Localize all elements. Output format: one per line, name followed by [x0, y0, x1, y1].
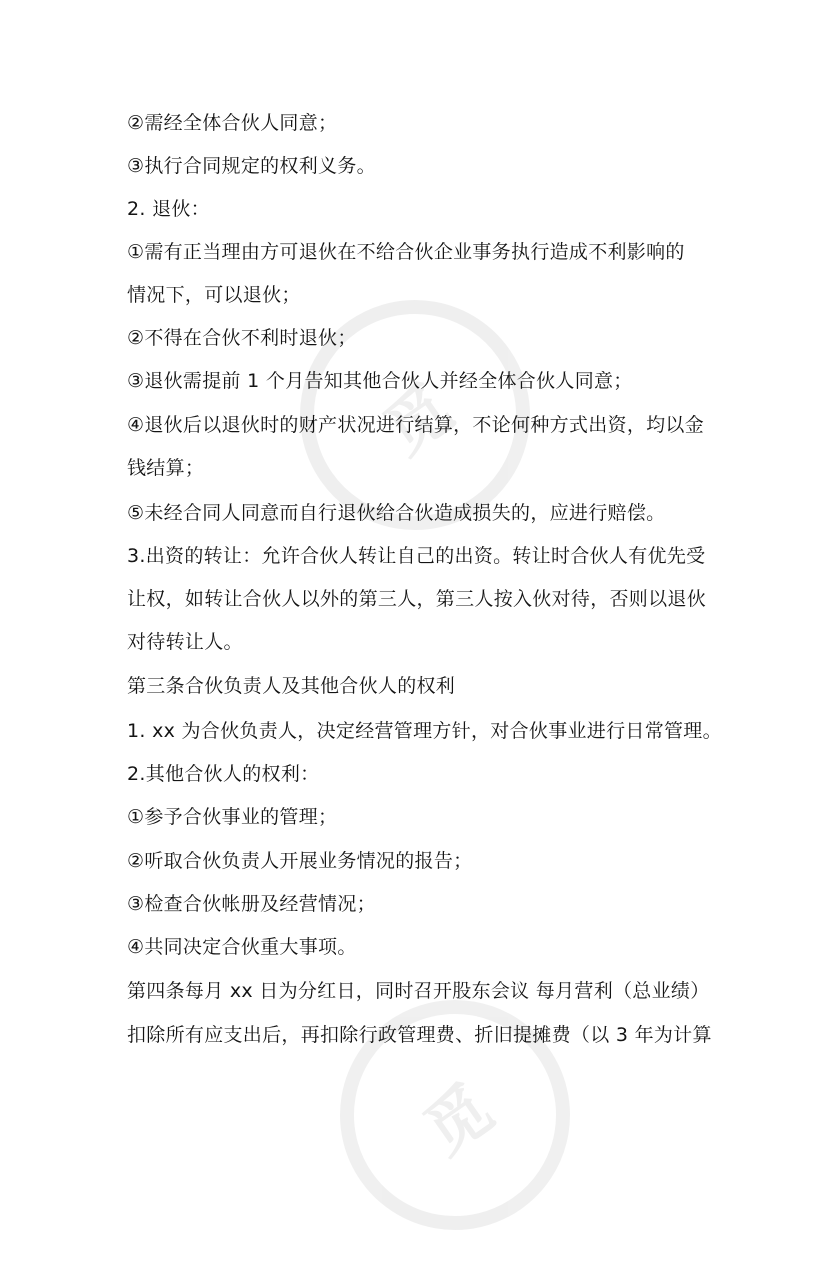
text-line: ②不得在合伙不利时退伙；: [127, 327, 357, 349]
article-heading: 第三条合伙负责人及其他合伙人的权利: [127, 675, 456, 697]
text-line: 钱结算；: [127, 457, 205, 479]
text-line: ④共同决定合伙重大事项。: [127, 936, 357, 958]
text-line: ④退伙后以退伙时的财产状况进行结算，不论何种方式出资，均以金: [127, 414, 705, 436]
text-line: ⑤未经合同人同意而自行退伙给合伙造成损失的，应进行赔偿。: [127, 502, 666, 524]
text-line: ①参予合伙事业的管理；: [127, 806, 338, 828]
text-line: ②需经全体合伙人同意；: [127, 112, 338, 134]
section-heading: 3.出资的转让：允许合伙人转让自己的出资。转让时合伙人有优先受: [127, 545, 706, 567]
text-line: 对待转让人。: [127, 631, 243, 653]
watermark-seal: 觅: [255, 255, 575, 575]
section-heading: 2. 退伙：: [127, 198, 210, 220]
section-heading: 2.其他合伙人的权利：: [127, 763, 320, 785]
article-heading: 第四条每月 xx 日为分红日，同时召开股东会议 每月营利（总业绩）: [127, 980, 710, 1002]
text-line: ①需有正当理由方可退伙在不给合伙企业事务执行造成不利影响的: [127, 241, 685, 263]
text-line: 让权，如转让合伙人以外的第三人，第三人按入伙对待，否则以退伙: [127, 588, 707, 610]
watermark-seal: 觅: [295, 955, 615, 1275]
text-line: ③退伙需提前 1 个月告知其他合伙人并经全体合伙人同意；: [127, 370, 633, 392]
text-line: 扣除所有应支出后，再扣除行政管理费、折旧提摊费（以 3 年为计算: [127, 1024, 712, 1046]
text-line: ③执行合同规定的权利义务。: [127, 155, 376, 177]
text-line: ③检查合伙帐册及经营情况；: [127, 893, 376, 915]
text-line: ②听取合伙负责人开展业务情况的报告；: [127, 850, 473, 872]
text-line: 情况下，可以退伙；: [127, 284, 301, 306]
text-line: 1. xx 为合伙负责人，决定经营管理方针，对合伙事业进行日常管理。: [127, 720, 722, 742]
